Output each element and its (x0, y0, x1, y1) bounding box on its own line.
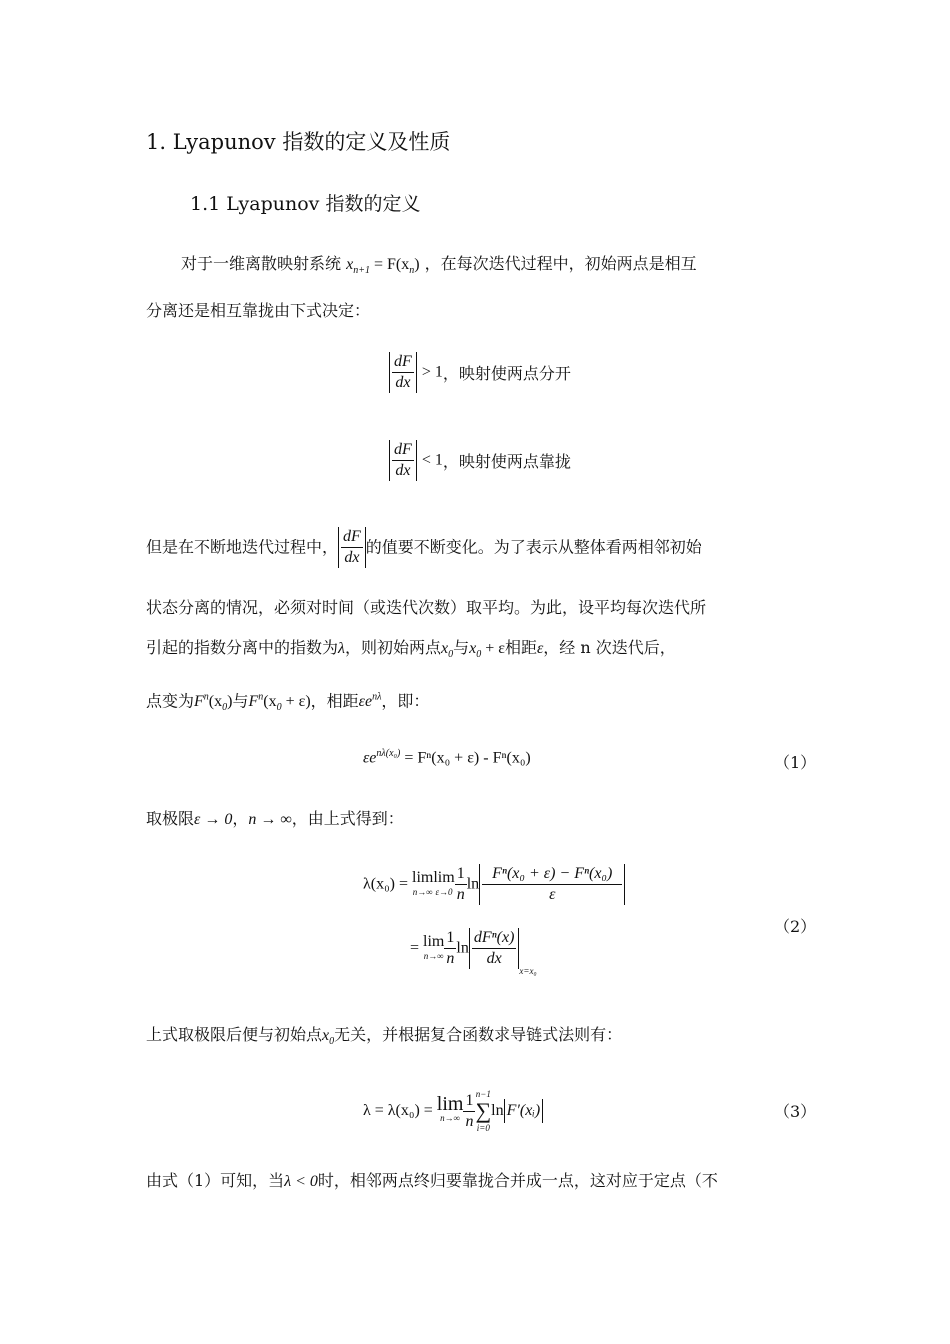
para2-line4: 点变为$F^n(x_0)$与$F^n(x_0 + \varepsilon)$，相距$\varepsilon e^{n\lambda}$，即： (146, 691, 430, 714)
para2-line2: 状态分离的情况，必须对时间（或迭代次数）取平均。为此，设平均每次迭代所 (146, 598, 707, 617)
equation-2-number: （2） (774, 917, 817, 936)
para1-line1: 对于一维离散映射系统 $x_{n+1} = F(x_n)$ ，在每次迭代过程中，初始两点是相互 (181, 254, 697, 277)
equation-1: $\varepsilon e^{n\lambda(x_0)} = F^n(x_0 + \varepsilon) - F^n(x_0)$ (363, 748, 531, 767)
para3: 取极限ε → 0，n → ∞，由上式得到： (146, 809, 404, 828)
para2-line1: 但是在不断地迭代过程中， $\frac{dF}{dx}$ 的值要不断变化。为了表示从整体看两相邻初始 (146, 528, 702, 566)
para1-line2: 分离还是相互靠拢由下式决定： (146, 301, 371, 320)
condition-greater: $\frac{dF}{dx}$ > 1，映射使两点分开 (389, 352, 571, 393)
para4: 上式取极限后便与初始点$x_0$无关，并根据复合函数求导链式法则有： (146, 1025, 623, 1048)
equation-2-row2: = lim n→∞ $\frac{1}{n}$ ln $\frac{\text{dFⁿ(x)}}{dx}$ $_{x=x_0}$ (410, 929, 537, 977)
subsection-heading: 1.1 Lyapunov 指数的定义 (190, 193, 421, 215)
para5: 由式（1）可知，当λ < 0时，相邻两点终归要靠拢合并成一点，这对应于定点（不 (146, 1171, 718, 1190)
section-heading: 1. Lyapunov 指数的定义及性质 (146, 130, 451, 154)
equation-1-number: （1） (774, 753, 817, 772)
equation-3-number: （3） (774, 1102, 817, 1121)
equation-3: λ = λ(x₀) = lim n→∞ $\frac{1}{n}$ n−1 ∑ i=0 ln F′(xᵢ) (363, 1088, 543, 1134)
para2-line3: 引起的指数分离中的指数为λ，则初始两点$x_0$与$x_0 + \varepsilon$相距ε，经 n 次迭代后， (146, 638, 676, 661)
equation-2-row1: λ(x₀) = lim n→∞ lim ε→0 $\frac{1}{n}$ ln $\frac{\text{Fⁿ(x₀ + ε) − Fⁿ(x₀)}}{\varepsilon}$ (363, 864, 625, 905)
condition-less: $\frac{dF}{dx}$ < 1，映射使两点靠拢 (389, 440, 571, 481)
